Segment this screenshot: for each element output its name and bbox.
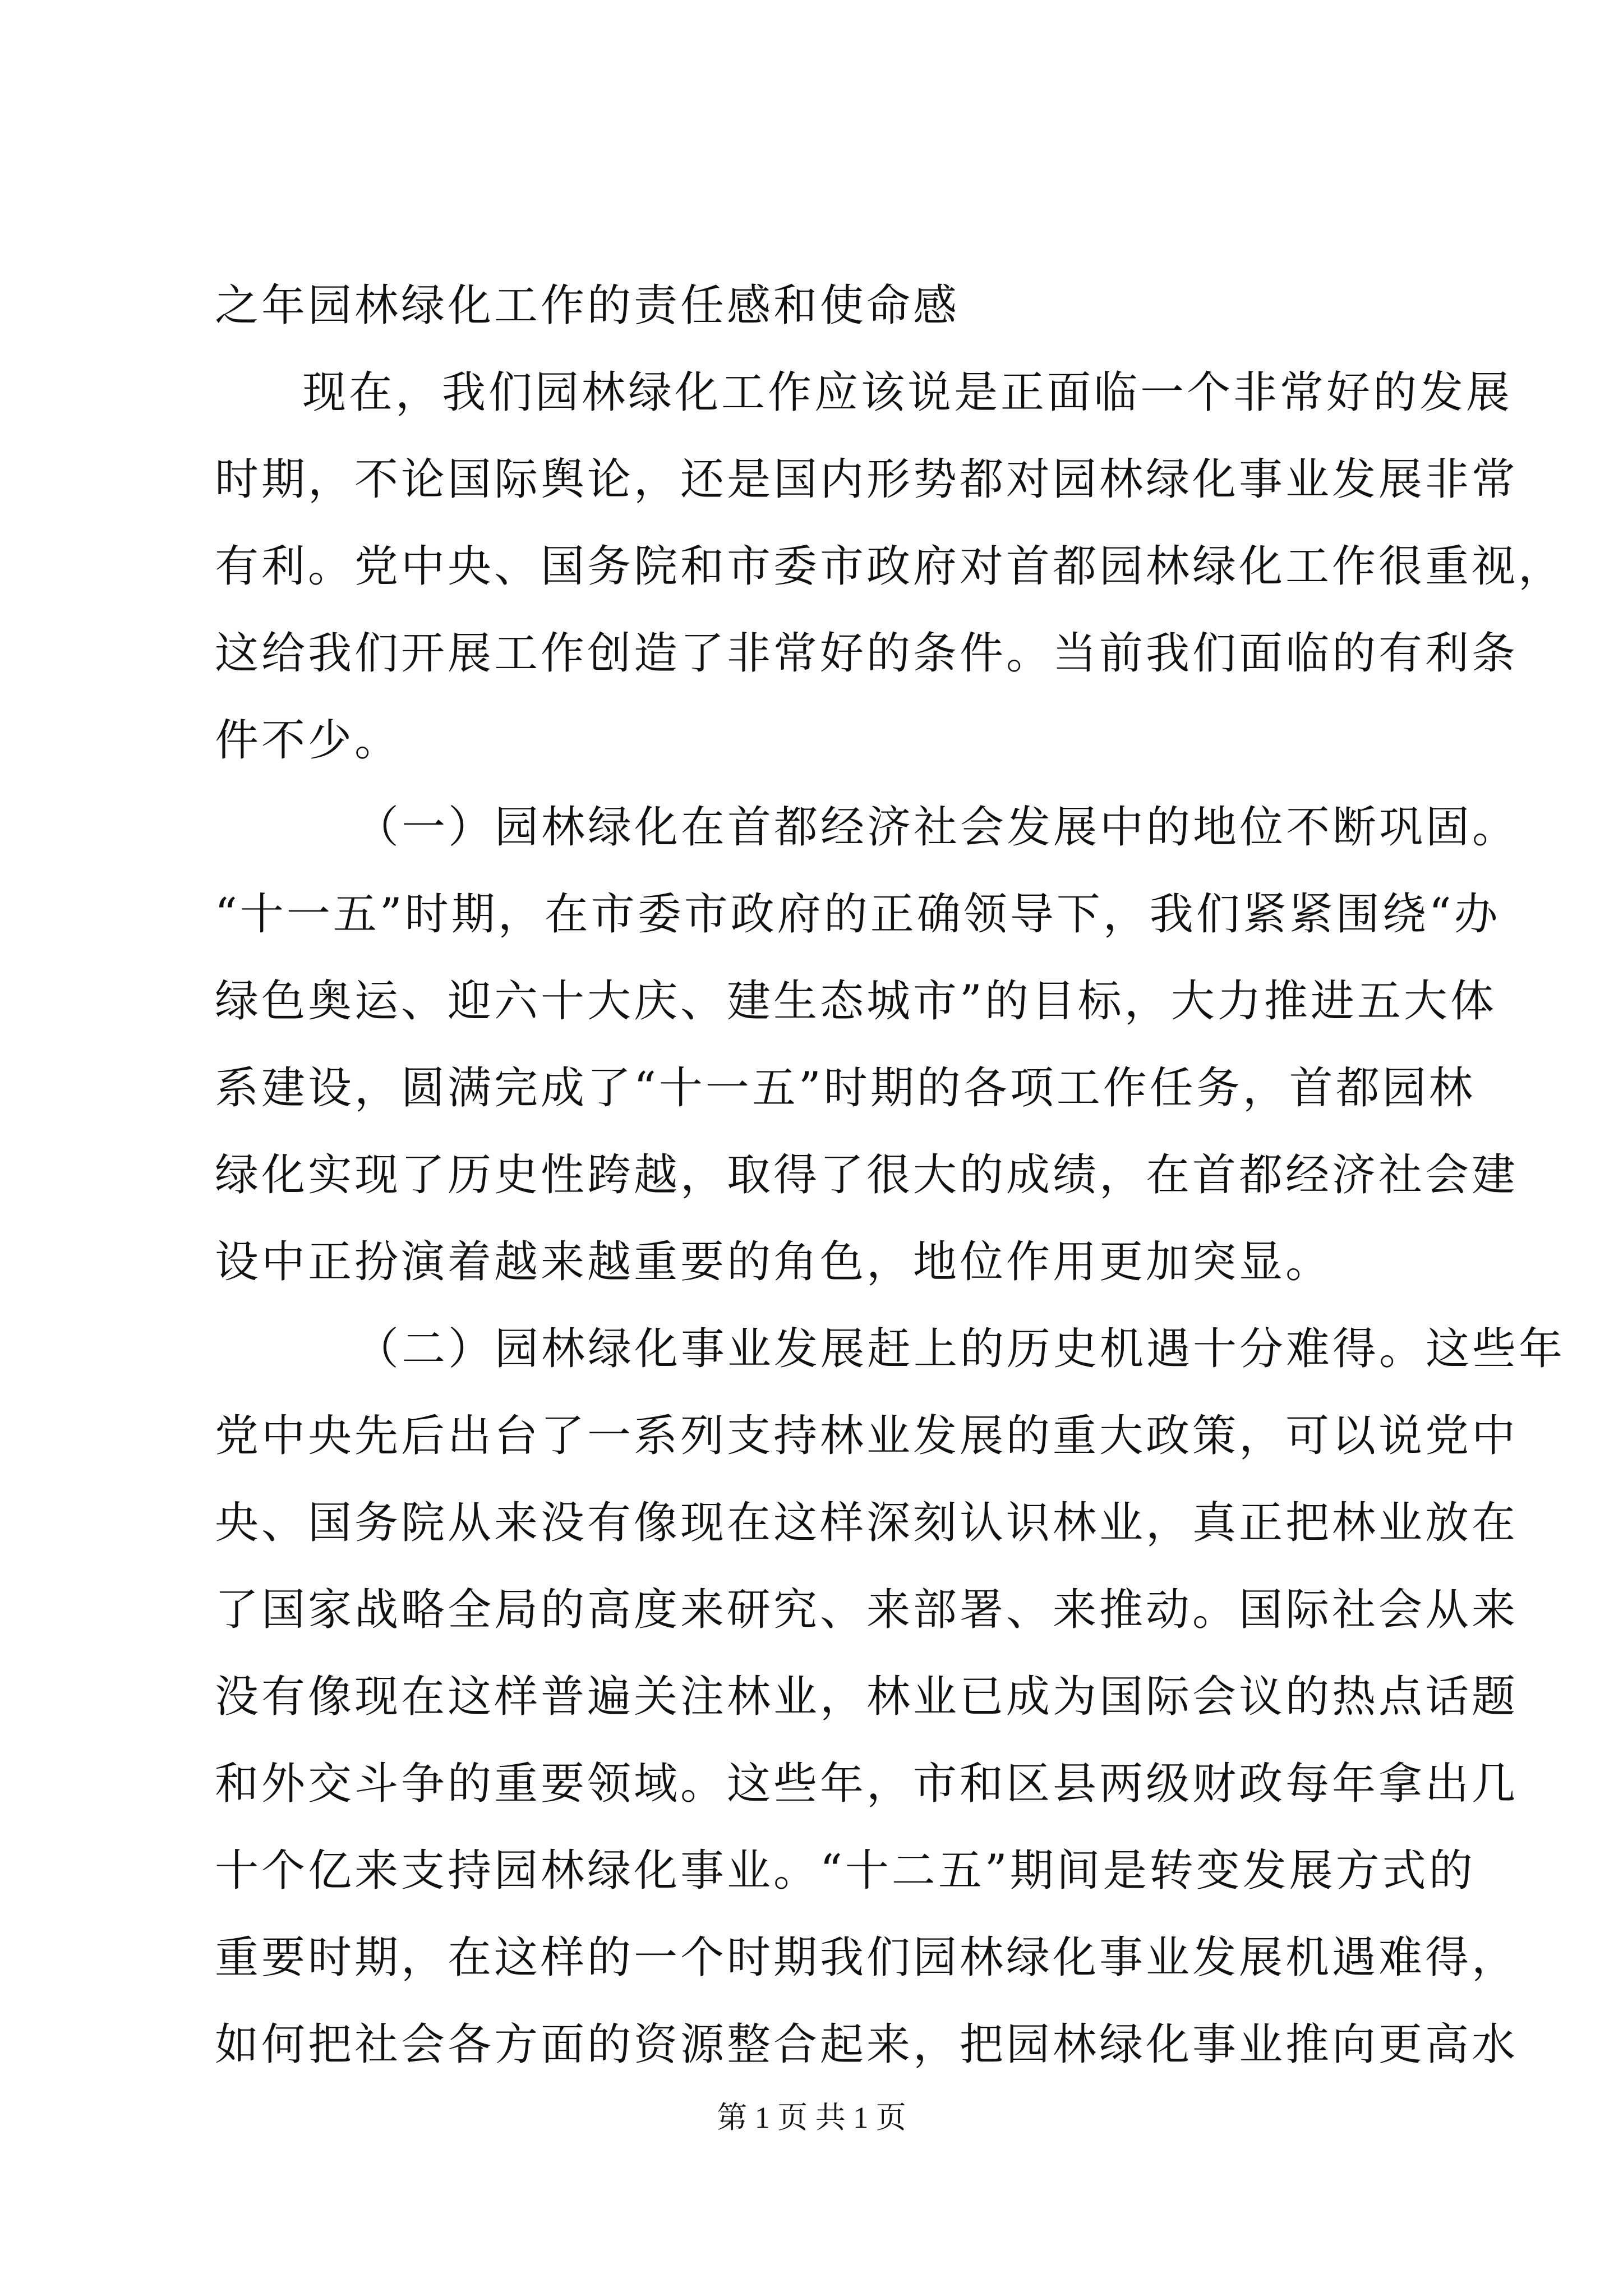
- text-line-11: 绿化实现了历史性跨越，取得了很大的成绩，在首都经济社会建: [215, 1150, 1519, 1200]
- text-line-17: 没有像现在这样普遍关注林业，林业已成为国际会议的热点话题: [215, 1672, 1519, 1722]
- text-line-5: 这给我们开展工作创造了非常好的条件。当前我们面临的有利条: [215, 628, 1519, 679]
- text-line-8: “十一五”时期，在市委市政府的正确领导下，我们紧紧围绕“办: [215, 889, 1501, 940]
- text-line-18: 和外交斗争的重要领域。这些年，市和区县两级财政每年拿出几: [215, 1759, 1519, 1809]
- text-line-21: 如何把社会各方面的资源整合起来，把园林绿化事业推向更高水: [215, 2019, 1519, 2070]
- text-line-20: 重要时期，在这样的一个时期我们园林绿化事业发展机遇难得，: [215, 1932, 1519, 1983]
- text-line-19: 十个亿来支持园林绿化事业。“十二五”期间是转变发展方式的: [215, 1846, 1476, 1896]
- text-line-12: 设中正扮演着越来越重要的角色，地位作用更加突显。: [215, 1237, 1332, 1287]
- text-line-4: 有利。党中央、国务院和市委市政府对首都园林绿化工作很重视，: [215, 541, 1565, 592]
- section-one-heading: （一）园林绿化在首都经济社会发展中的地位不断巩固。: [355, 802, 1519, 853]
- paragraph-start-line: 现在，我们园林绿化工作应该说是正面临一个非常好的发展: [302, 367, 1513, 418]
- text-line-1: 之年园林绿化工作的责任感和使命感: [215, 280, 960, 331]
- page-number-footer: 第 1 页 共 1 页: [717, 2101, 906, 2134]
- text-line-9: 绿色奥运、迎六十大庆、建生态城市”的目标，大力推进五大体: [215, 976, 1497, 1027]
- text-line-14: 党中央先后出台了一系列支持林业发展的重大政策，可以说党中: [215, 1411, 1519, 1461]
- text-line-15: 央、国务院从来没有像现在这样深刻认识林业，真正把林业放在: [215, 1498, 1519, 1548]
- text-line-10: 系建设，圆满完成了“十一五”时期的各项工作任务，首都园林: [215, 1063, 1476, 1114]
- text-line-16: 了国家战略全局的高度来研究、来部署、来推动。国际社会从来: [215, 1585, 1519, 1635]
- text-line-3: 时期，不论国际舆论，还是国内形势都对园林绿化事业发展非常: [215, 454, 1519, 505]
- text-line-6: 件不少。: [215, 715, 402, 766]
- document-body: [215, 263, 1566, 2088]
- section-two-heading: （二）园林绿化事业发展赶上的历史机遇十分难得。这些年: [355, 1324, 1566, 1374]
